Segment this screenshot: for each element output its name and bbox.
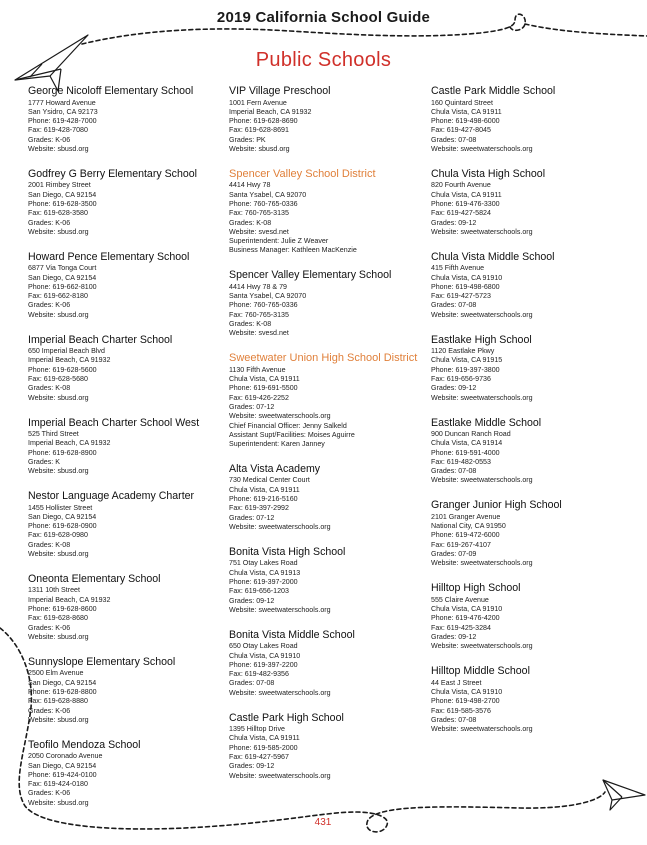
entry-detail-line: Grades: K-06: [28, 623, 71, 632]
paper-airplane-icon: [603, 780, 645, 810]
entry-detail-line: 650 Otay Lakes Road: [229, 642, 298, 651]
entry-detail-line: Phone: 619-585-2000: [229, 743, 298, 752]
entry-detail-line: Website: sweetwaterschools.org: [431, 476, 533, 485]
entry-detail-line: Grades: 07-12: [229, 402, 275, 411]
entry-detail-line: Phone: 760-765-0336: [229, 301, 298, 310]
entry-detail-line: Grades: K-08: [229, 218, 272, 227]
entry-detail-line: Phone: 619-591-4000: [431, 448, 500, 457]
school-entry: [28, 656, 228, 725]
entry-detail-line: Imperial Beach, CA 91932: [28, 595, 111, 604]
entry-detail-line: Grades: 07-08: [431, 301, 477, 310]
entry-detail-line: 525 Third Street: [28, 430, 79, 438]
entry-detail-line: Chula Vista, CA 91911: [229, 734, 300, 743]
entry-detail-line: 6877 Via Tonga Court: [28, 264, 97, 273]
entry-detail-line: Website: sweetwaterschools.org: [431, 310, 533, 319]
entry-detail-line: Chula Vista, CA 91911: [229, 375, 300, 384]
school-entry: [431, 417, 631, 486]
entry-detail-line: Fax: 619-425-3284: [431, 623, 491, 632]
entry-detail-line: 4414 Hwy 78 & 79: [229, 282, 287, 291]
school-name: Eastlake High School: [431, 333, 532, 346]
entry-detail-line: Website: sweetwaterschools.org: [229, 605, 331, 614]
district-name: Sweetwater Union High School District: [229, 352, 418, 365]
entry-detail-line: Grades: 09-12: [431, 384, 477, 393]
school-entry: [229, 463, 429, 532]
school-entry: [28, 168, 228, 237]
entry-detail-line: Website: sbusd.org: [28, 550, 89, 559]
entry-detail-line: 1120 Eastlake Pkwy: [431, 347, 495, 356]
entry-detail-line: Grades: 07-12: [229, 513, 275, 522]
entry-detail-line: Fax: 619-482-0553: [431, 457, 491, 466]
entry-detail-line: Phone: 619-498-2700: [431, 697, 500, 706]
school-name: Nestor Language Academy Charter: [28, 490, 195, 503]
entry-detail-line: Grades: 09-12: [431, 632, 477, 641]
entry-detail-line: Fax: 619-628-8680: [28, 614, 88, 623]
entry-detail-line: Phone: 619-628-8800: [28, 687, 97, 696]
entry-detail-line: Fax: 619-397-2992: [229, 504, 289, 513]
school-entry: [229, 629, 429, 698]
entry-detail-line: Chula Vista, CA 91910: [431, 687, 503, 696]
entry-detail-line: Website: sbusd.org: [28, 632, 89, 641]
school-name: VIP Village Preschool: [229, 85, 331, 97]
school-entry: [28, 251, 228, 320]
school-name: Teofilo Mendoza School: [28, 738, 141, 751]
entry-detail-line: Fax: 760-765-3135: [229, 310, 289, 319]
entry-detail-line: Grades: 07-08: [229, 679, 275, 688]
entry-detail-line: Chula Vista, CA 91910: [431, 273, 503, 282]
entry-detail-line: Phone: 619-628-8600: [28, 605, 97, 614]
entry-detail-line: Website: svesd.net: [229, 329, 289, 338]
entry-detail-line: Superintendent: Julie Z Weaver: [229, 237, 329, 246]
entry-detail-line: San Diego, CA 92154: [28, 678, 97, 687]
entry-detail-line: Fax: 619-428-7080: [28, 126, 88, 135]
entry-detail-line: Fax: 619-427-5967: [229, 753, 289, 761]
entry-detail-line: Chief Financial Officer: Jenny Salkeld: [229, 421, 347, 430]
entry-detail-line: Fax: 619-424-0180: [28, 780, 88, 789]
entry-detail-line: 730 Medical Center Court: [229, 476, 310, 485]
entry-detail-line: Website: sbusd.org: [28, 144, 89, 153]
guide-title: 2019 California School Guide: [216, 9, 431, 26]
entry-detail-line: Superintendent: Karen Janney: [229, 440, 325, 449]
entry-detail-line: 1777 Howard Avenue: [28, 98, 96, 107]
entry-detail-line: Grades: PK: [229, 135, 266, 144]
entry-detail-line: Phone: 619-397-2200: [229, 660, 298, 669]
entry-detail-line: Website: sbusd.org: [28, 798, 89, 807]
school-entry: [229, 85, 429, 154]
listing-column-1: [28, 85, 228, 822]
school-entry: [229, 712, 429, 781]
entry-detail-line: 2050 Coronado Avenue: [28, 752, 103, 761]
entry-detail-line: San Diego, CA 92154: [28, 273, 97, 282]
entry-detail-line: 44 East J Street: [431, 678, 482, 687]
entry-detail-line: Phone: 619-628-0900: [28, 522, 97, 531]
school-name: Chula Vista Middle School: [431, 250, 555, 263]
entry-detail-line: Grades: 07-08: [431, 135, 477, 144]
page-number: 431: [314, 817, 332, 828]
entry-detail-line: 4414 Hwy 78: [229, 181, 271, 190]
entry-detail-line: Fax: 619-656-9736: [431, 375, 491, 384]
school-entry: [431, 334, 631, 403]
entry-detail-line: Website: sweetwaterschools.org: [229, 412, 331, 421]
entry-detail-line: Website: sweetwaterschools.org: [431, 144, 533, 153]
entry-detail-line: Phone: 619-397-2000: [229, 577, 298, 586]
school-name: Godfrey G Berry Elementary School: [28, 167, 197, 180]
entry-detail-line: Fax: 619-267-4107: [431, 540, 491, 549]
entry-detail-line: Fax: 619-628-8691: [229, 126, 289, 135]
entry-detail-line: Website: sbusd.org: [28, 393, 89, 402]
listing-column-2: [229, 85, 429, 794]
entry-detail-line: Phone: 619-691-5500: [229, 384, 298, 393]
entry-detail-line: Phone: 619-397-3800: [431, 365, 500, 374]
entry-detail-line: Phone: 619-428-7000: [28, 117, 97, 126]
entry-detail-line: Phone: 619-628-8690: [229, 117, 298, 126]
entry-detail-line: Website: sweetwaterschools.org: [229, 771, 331, 780]
entry-detail-line: 1455 Hollister Street: [28, 503, 93, 512]
school-name: Oneonta Elementary School: [28, 572, 161, 585]
entry-detail-line: 1001 Fern Avenue: [229, 98, 287, 107]
entry-detail-line: Fax: 619-427-8045: [431, 126, 491, 135]
entry-detail-line: 160 Quintard Street: [431, 98, 493, 107]
entry-detail-line: Imperial Beach, CA 91932: [229, 107, 312, 116]
entry-detail-line: Fax: 760-765-3135: [229, 209, 289, 218]
entry-detail-line: Phone: 619-662-8100: [28, 282, 97, 291]
entry-detail-line: Santa Ysabel, CA 92070: [229, 292, 307, 301]
entry-detail-line: Website: sbusd.org: [28, 467, 89, 476]
entry-detail-line: Phone: 760-765-0336: [229, 199, 298, 208]
school-name: Bonita Vista High School: [229, 545, 346, 558]
school-entry: [28, 85, 228, 154]
entry-detail-line: 751 Otay Lakes Road: [229, 559, 298, 568]
entry-detail-line: San Diego, CA 92154: [28, 190, 97, 199]
entry-detail-line: Fax: 619-628-3580: [28, 209, 88, 218]
entry-detail-line: Website: sweetwaterschools.org: [431, 725, 533, 734]
entry-detail-line: Phone: 619-628-3500: [28, 199, 97, 208]
entry-detail-line: Chula Vista, CA 91911: [431, 190, 502, 199]
school-name: Chula Vista High School: [431, 167, 546, 180]
school-entry: [229, 546, 429, 615]
entry-detail-line: Phone: 619-498-6800: [431, 282, 500, 291]
entry-detail-line: Phone: 619-628-8900: [28, 448, 97, 457]
entry-detail-line: Grades: 09-12: [229, 762, 275, 771]
entry-detail-line: Website: sweetwaterschools.org: [229, 522, 331, 531]
entry-detail-line: Fax: 619-427-5824: [431, 209, 491, 218]
district-entry: [229, 352, 429, 449]
entry-detail-line: 2101 Granger Avenue: [431, 512, 501, 521]
entry-detail-line: 900 Duncan Ranch Road: [431, 430, 511, 438]
school-name: Granger Junior High School: [431, 499, 562, 512]
entry-detail-line: Fax: 619-585-3576: [431, 706, 491, 715]
entry-detail-line: Imperial Beach, CA 91932: [28, 356, 111, 365]
school-name: Bonita Vista Middle School: [229, 628, 355, 641]
entry-detail-line: 1395 Hilltop Drive: [229, 725, 285, 734]
entry-detail-line: Chula Vista, CA 91910: [431, 605, 503, 614]
district-name: Spencer Valley School District: [229, 167, 376, 180]
entry-detail-line: San Diego, CA 92154: [28, 761, 97, 770]
entry-detail-line: Fax: 619-427-5723: [431, 292, 491, 301]
entry-detail-line: 555 Claire Avenue: [431, 595, 489, 604]
school-entry: [431, 168, 631, 237]
entry-detail-line: Website: sweetwaterschools.org: [431, 227, 533, 236]
entry-detail-line: Fax: 619-628-0980: [28, 531, 88, 540]
entry-detail-line: Grades: K: [28, 457, 60, 466]
entry-detail-line: 1311 10th Street: [28, 586, 80, 595]
entry-detail-line: Grades: K-06: [28, 135, 71, 144]
entry-detail-line: Fax: 619-426-2252: [229, 393, 289, 402]
entry-detail-line: Website: sweetwaterschools.org: [229, 688, 331, 697]
entry-detail-line: 650 Imperial Beach Blvd: [28, 347, 105, 356]
listing-column-3: [431, 85, 631, 748]
entry-detail-line: San Ysidro, CA 92173: [28, 107, 98, 116]
school-name: George Nicoloff Elementary School: [28, 85, 194, 97]
school-name: Castle Park Middle School: [431, 85, 556, 97]
entry-detail-line: Grades: 07-08: [431, 715, 477, 724]
entry-detail-line: Phone: 619-216-5160: [229, 495, 298, 504]
school-entry: [431, 85, 631, 154]
entry-detail-line: 1130 Fifth Avenue: [229, 365, 286, 374]
entry-detail-line: Website: sweetwaterschools.org: [431, 642, 533, 651]
school-name: Alta Vista Academy: [229, 462, 321, 475]
entry-detail-line: Chula Vista, CA 91913: [229, 568, 301, 577]
entry-detail-line: Fax: 619-656-1203: [229, 587, 289, 596]
entry-detail-line: 820 Fourth Avenue: [431, 181, 491, 190]
entry-detail-line: Chula Vista, CA 91915: [431, 356, 503, 365]
school-name: Hilltop High School: [431, 582, 521, 595]
district-entry: [229, 168, 429, 256]
entry-detail-line: Website: sbusd.org: [229, 144, 290, 153]
section-title: Public Schools: [255, 49, 392, 71]
entry-detail-line: Website: sweetwaterschools.org: [431, 559, 533, 568]
entry-detail-line: Grades: K-08: [229, 320, 272, 329]
entry-detail-line: Phone: 619-498-6000: [431, 117, 500, 126]
school-name: Imperial Beach Charter School: [28, 333, 173, 346]
entry-detail-line: Website: sbusd.org: [28, 310, 89, 319]
entry-detail-line: Fax: 619-628-5680: [28, 375, 88, 384]
entry-detail-line: Phone: 619-628-5600: [28, 365, 97, 374]
school-name: Howard Pence Elementary School: [28, 250, 190, 263]
school-entry: [431, 582, 631, 651]
school-entry: [28, 334, 228, 403]
entry-detail-line: Grades: 09-12: [229, 596, 275, 605]
entry-detail-line: Assistant Supt/Facilities: Moises Aguirre: [229, 430, 355, 439]
entry-detail-line: Grades: 07-08: [431, 467, 477, 476]
entry-detail-line: Business Manager: Kathleen MacKenzie: [229, 246, 357, 255]
entry-detail-line: Website: sbusd.org: [28, 715, 89, 724]
entry-detail-line: Grades: K-06: [28, 789, 71, 798]
entry-detail-line: Santa Ysabel, CA 92070: [229, 190, 307, 199]
entry-detail-line: National City, CA 91950: [431, 522, 506, 531]
school-entry: [28, 739, 228, 808]
entry-detail-line: 2001 Rimbey Street: [28, 181, 91, 190]
entry-detail-line: San Diego, CA 92154: [28, 512, 97, 521]
entry-detail-line: Grades: K-06: [28, 706, 71, 715]
entry-detail-line: Phone: 619-472-6000: [431, 531, 500, 540]
school-name: Sunnyslope Elementary School: [28, 655, 176, 668]
school-name: Castle Park High School: [229, 711, 344, 724]
entry-detail-line: Fax: 619-662-8180: [28, 292, 88, 301]
school-name: Imperial Beach Charter School West: [28, 416, 200, 429]
entry-detail-line: Grades: K-08: [28, 540, 71, 549]
entry-detail-line: Fax: 619-482-9356: [229, 670, 289, 679]
school-name: Hilltop Middle School: [431, 665, 530, 678]
entry-detail-line: Grades: 09-12: [431, 218, 477, 227]
school-entry: [229, 269, 429, 338]
school-entry: [28, 417, 228, 477]
entry-detail-line: Chula Vista, CA 91911: [229, 485, 300, 494]
entry-detail-line: Phone: 619-476-4200: [431, 614, 500, 623]
school-entry: [28, 573, 228, 642]
entry-detail-line: Website: sweetwaterschools.org: [431, 393, 533, 402]
school-entry: [431, 499, 631, 568]
entry-detail-line: Website: sbusd.org: [28, 227, 89, 236]
school-entry: [431, 665, 631, 734]
entry-detail-line: Phone: 619-476-3300: [431, 199, 500, 208]
school-entry: [28, 490, 228, 559]
entry-detail-line: Fax: 619-628-8880: [28, 697, 88, 706]
school-name: Eastlake Middle School: [431, 416, 542, 429]
entry-detail-line: Grades: K-06: [28, 218, 71, 227]
entry-detail-line: Imperial Beach, CA 91932: [28, 439, 111, 448]
entry-detail-line: Website: svesd.net: [229, 227, 289, 236]
school-entry: [431, 251, 631, 320]
entry-detail-line: Grades: K-08: [28, 384, 71, 393]
entry-detail-line: 2500 Elm Avenue: [28, 669, 84, 678]
entry-detail-line: Phone: 619-424-0100: [28, 770, 97, 779]
entry-detail-line: Grades: K-06: [28, 301, 71, 310]
entry-detail-line: 415 Fifth Avenue: [431, 264, 485, 273]
entry-detail-line: Grades: 07-09: [431, 550, 477, 559]
school-name: Spencer Valley Elementary School: [229, 269, 392, 282]
entry-detail-line: Chula Vista, CA 91914: [431, 439, 503, 448]
entry-detail-line: Chula Vista, CA 91910: [229, 651, 301, 660]
entry-detail-line: Chula Vista, CA 91911: [431, 107, 502, 116]
